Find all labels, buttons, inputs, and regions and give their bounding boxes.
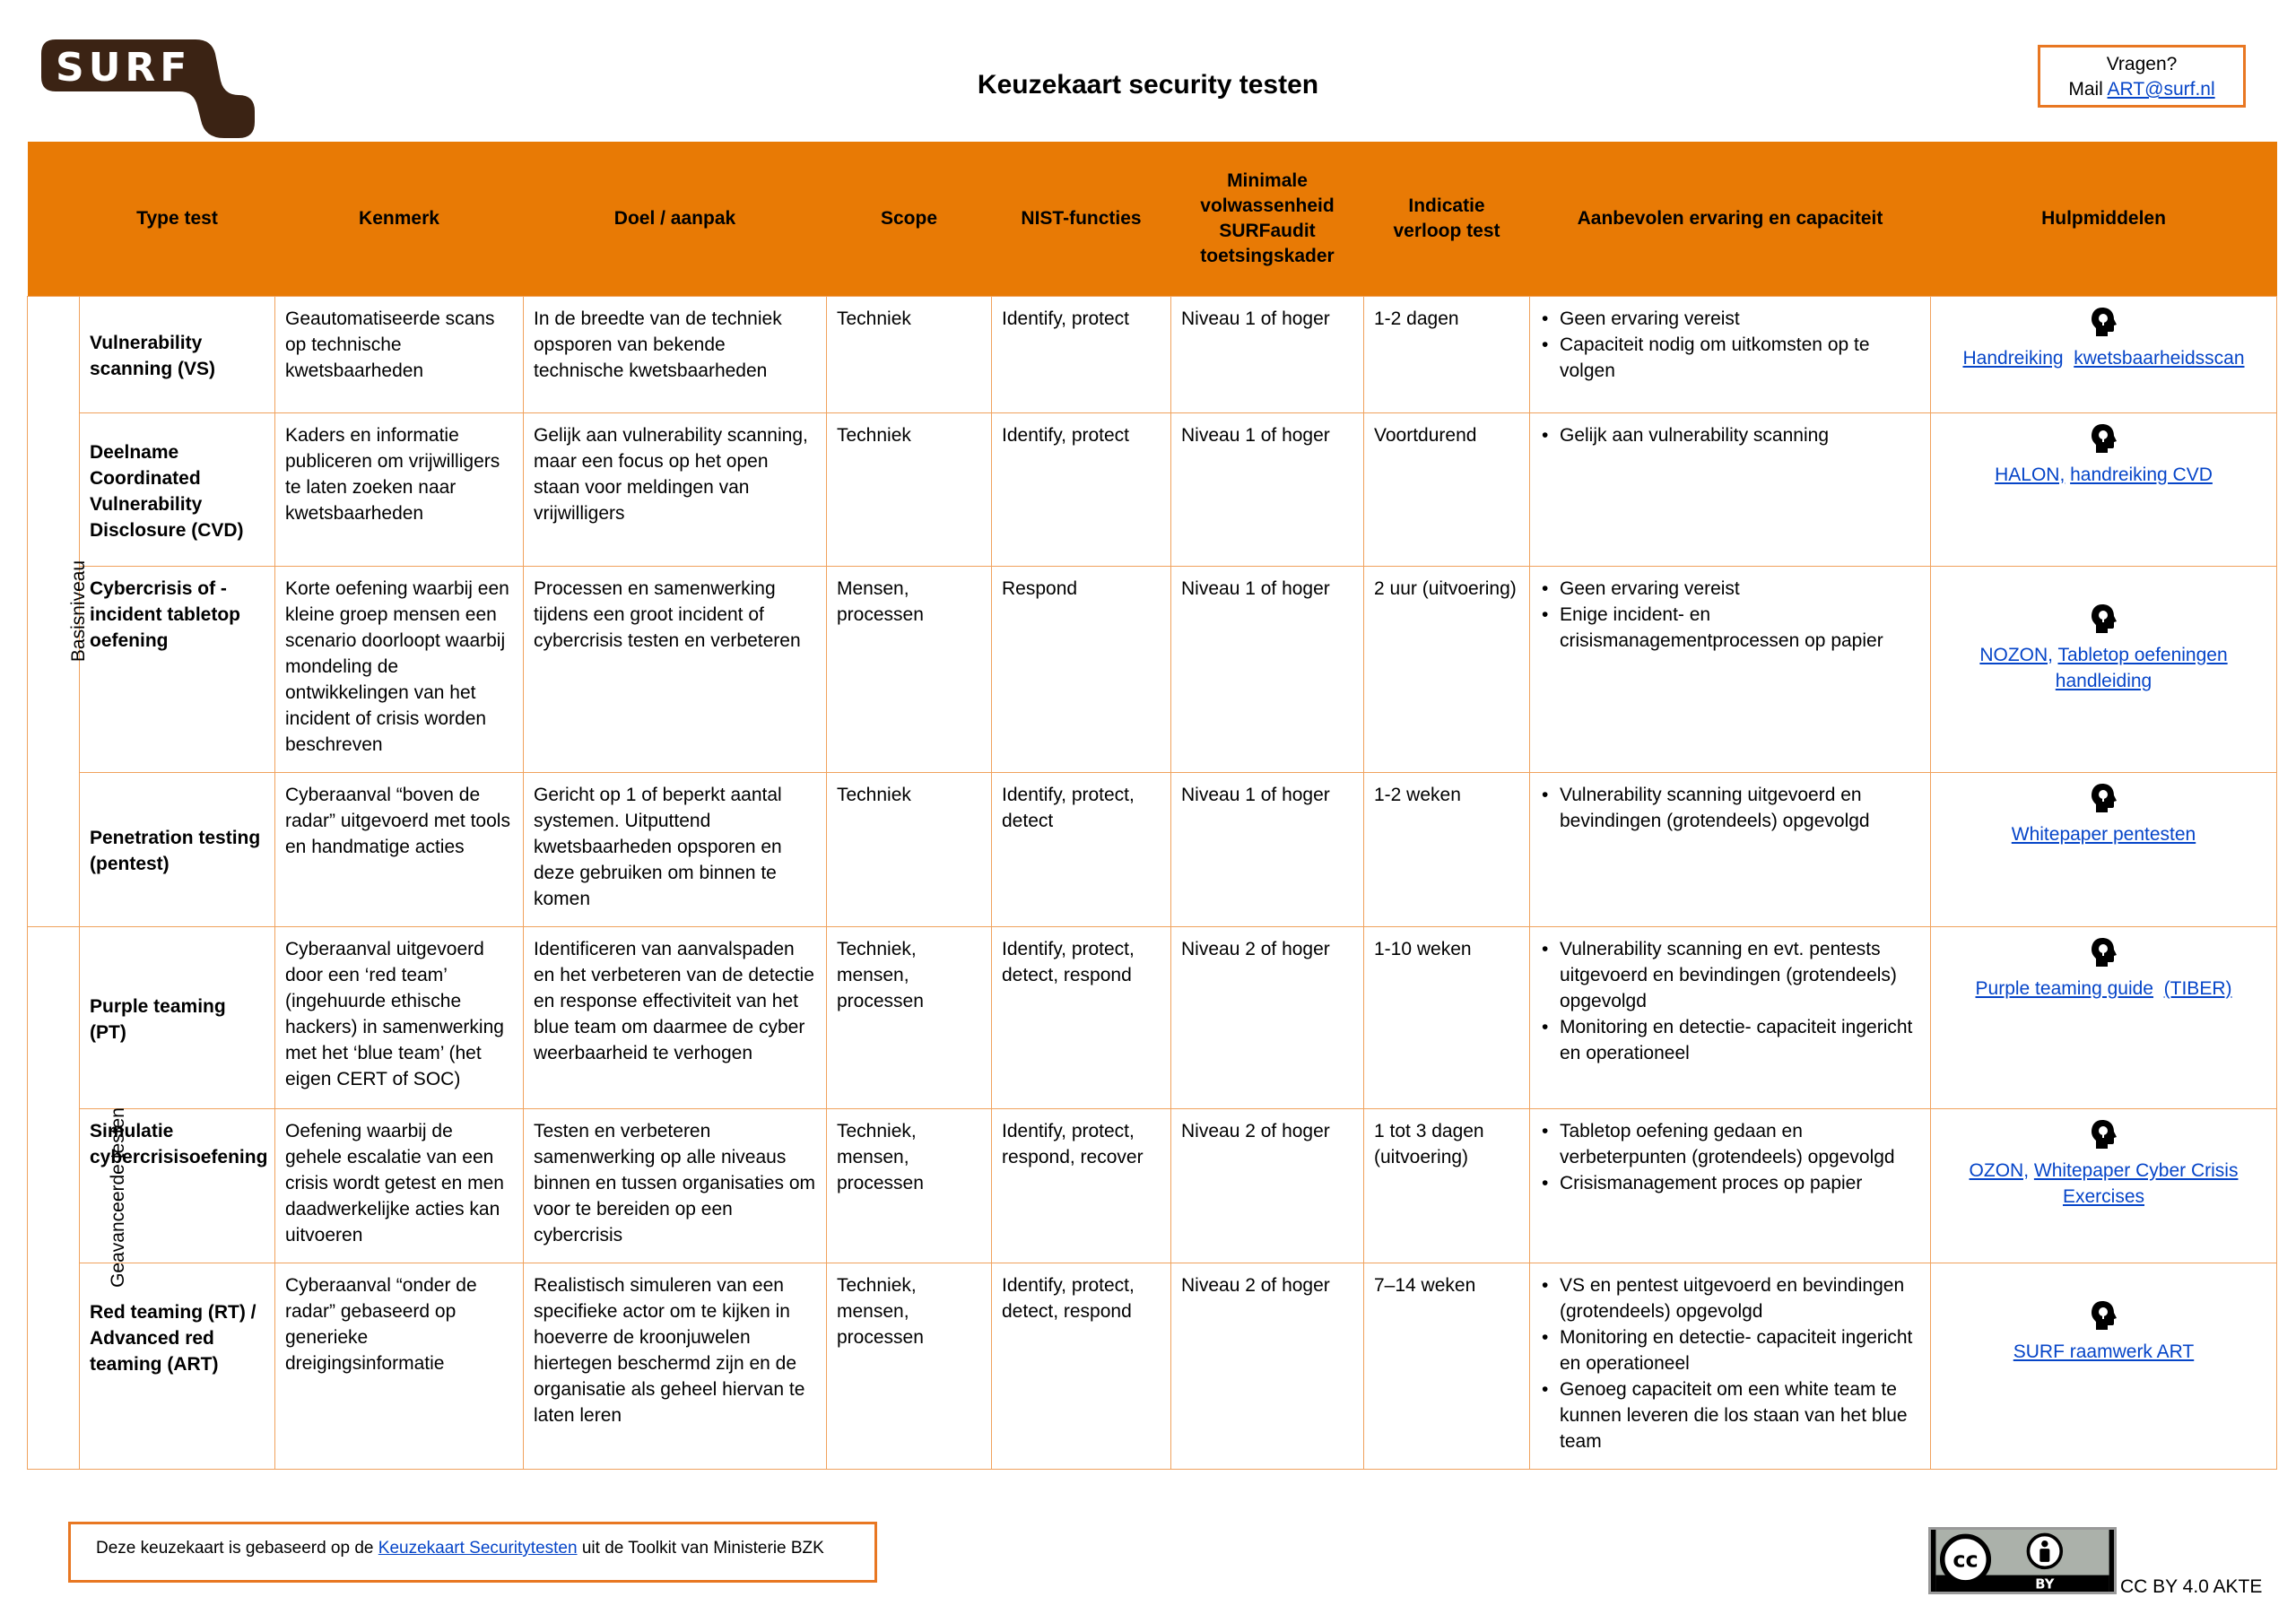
cell-nist: Respond bbox=[992, 566, 1171, 772]
head-lightbulb-icon bbox=[2090, 936, 2118, 968]
tool-link[interactable]: SURF raamwerk ART bbox=[2013, 1341, 2195, 1362]
cell-scope: Mensen, processen bbox=[827, 566, 992, 772]
cell-tools bbox=[1931, 772, 2277, 926]
cell-tools bbox=[1931, 412, 2277, 566]
tool-link[interactable]: Purple teaming guide bbox=[1975, 977, 2153, 999]
head-lightbulb-icon bbox=[2090, 422, 2118, 455]
cell-kenmerk: Oefening waarbij de gehele escalatie van een crisis wordt getest en men daadwerkelijke acties kan uitvoeren bbox=[275, 1108, 524, 1263]
cell-ervaring bbox=[1530, 296, 1931, 412]
cell-doel: Processen en samenwerking tijdens een groot incident of cybercrisis testen en verbeteren bbox=[524, 566, 827, 772]
logo-text: SURF bbox=[56, 45, 192, 91]
cell-nist: Identify, protect, detect bbox=[992, 772, 1171, 926]
tool-link[interactable]: OZON, bbox=[1969, 1159, 2030, 1181]
cell-ervaring bbox=[1530, 566, 1931, 772]
cell-scope: Techniek, mensen, processen bbox=[827, 1108, 992, 1263]
footer-note bbox=[68, 1522, 877, 1583]
cell-verloop: 2 uur (uitvoering) bbox=[1364, 566, 1530, 772]
table-row bbox=[28, 1108, 2277, 1263]
cell-nist: Identify, protect bbox=[992, 296, 1171, 412]
contact-mail-prefix: Mail bbox=[2068, 79, 2103, 100]
cell-tools bbox=[1931, 1108, 2277, 1263]
cell-kenmerk: Cyberaanval uitgevoerd door een ‘red team’ (ingehuurde ethische hackers) in samenwerking met het ‘blue team’ (het eigen CERT of SOC) bbox=[275, 926, 524, 1108]
contact-question: Vragen? bbox=[2106, 54, 2178, 74]
cell-ervaring bbox=[1530, 1263, 1931, 1469]
list-item: • Geen ervaring vereist bbox=[1540, 576, 1920, 602]
list-item: • Crisismanagement proces op papier bbox=[1540, 1170, 1920, 1196]
header-doel: Doel / aanpak bbox=[524, 142, 827, 296]
list-item: • Vulnerability scanning uitgevoerd en bevindingen (grotendeels) opgevolgd bbox=[1540, 782, 1920, 834]
list-item: • Capaciteit nodig om uitkomsten op te volgen bbox=[1540, 332, 1920, 384]
header-verloop: Indicatie verloop test bbox=[1364, 142, 1530, 296]
cell-kenmerk: Geautomatiseerde scans op technische kwetsbaarheden bbox=[275, 296, 524, 412]
cell-verloop: 1-10 weken bbox=[1364, 926, 1530, 1108]
list-item: • Vulnerability scanning en evt. pentests uitgevoerd en bevindingen (grotendeels) opgevolgd bbox=[1540, 936, 1920, 1014]
footer-source-link[interactable]: Keuzekaart Securitytesten bbox=[378, 1539, 578, 1558]
cell-niveau: Niveau 2 of hoger bbox=[1171, 1108, 1364, 1263]
cell-kenmerk: Cyberaanval “onder de radar” gebaseerd op generieke dreigingsinformatie bbox=[275, 1263, 524, 1469]
cc-text: cc bbox=[1952, 1547, 1979, 1573]
tool-link[interactable]: Tabletop oefeningen handleiding bbox=[2055, 644, 2228, 691]
group-label: Geavanceerde testen bbox=[107, 1107, 128, 1288]
page-title: Keuzekaart security testen bbox=[977, 70, 1319, 100]
cell-niveau: Niveau 2 of hoger bbox=[1171, 1263, 1364, 1469]
group-geavanceerd bbox=[28, 926, 128, 1469]
table-row bbox=[28, 926, 2277, 1108]
cell-type: Vulnerability scanning (VS) bbox=[80, 296, 275, 412]
cell-scope: Techniek bbox=[827, 412, 992, 566]
header-group bbox=[28, 142, 80, 296]
cell-tools bbox=[1931, 1263, 2277, 1469]
security-test-matrix bbox=[27, 142, 2277, 1470]
header-hulpmiddelen: Hulpmiddelen bbox=[1931, 142, 2277, 296]
contact-box bbox=[2038, 45, 2246, 108]
cell-ervaring bbox=[1530, 926, 1931, 1108]
cell-scope: Techniek, mensen, processen bbox=[827, 926, 992, 1108]
contact-mail-line bbox=[2040, 77, 2243, 102]
cell-type: Red teaming (RT) / Advanced red teaming (ART) bbox=[80, 1263, 275, 1469]
cell-niveau: Niveau 1 of hoger bbox=[1171, 296, 1364, 412]
cell-verloop: Voortdurend bbox=[1364, 412, 1530, 566]
cell-niveau: Niveau 2 of hoger bbox=[1171, 926, 1364, 1108]
head-lightbulb-icon bbox=[2090, 1118, 2118, 1150]
cell-nist: Identify, protect, respond, recover bbox=[992, 1108, 1171, 1263]
tool-link[interactable]: HALON, bbox=[1995, 464, 2066, 485]
tool-link[interactable]: NOZON, bbox=[1979, 644, 2054, 665]
list-item: • Geen ervaring vereist bbox=[1540, 306, 1920, 332]
license-label: CC BY 4.0 AKTE bbox=[2120, 1576, 2263, 1597]
cell-ervaring bbox=[1530, 1108, 1931, 1263]
cell-kenmerk: Korte oefening waarbij een kleine groep mensen een scenario doorloopt waarbij mondeling de ontwikkelingen van het incident of crisis worden beschreven bbox=[275, 566, 524, 772]
tool-link[interactable]: (TIBER) bbox=[2163, 977, 2232, 999]
cell-doel: Realistisch simuleren van een specifieke actor om te kijken in hoeverre de kroonjuwelen hiertegen beschermd zijn en de organisatie als geheel hiervan te laten leren bbox=[524, 1263, 827, 1469]
cell-kenmerk: Cyberaanval “boven de radar” uitgevoerd met tools en handmatige acties bbox=[275, 772, 524, 926]
cell-tools bbox=[1931, 926, 2277, 1108]
cell-tools bbox=[1931, 566, 2277, 772]
list-item: • VS en pentest uitgevoerd en bevindingen (grotendeels) opgevolgd bbox=[1540, 1272, 1920, 1324]
cell-type: Simulatie cybercrisisoefening bbox=[80, 1108, 275, 1263]
cell-niveau: Niveau 1 of hoger bbox=[1171, 566, 1364, 772]
cell-ervaring bbox=[1530, 412, 1931, 566]
header-ervaring: Aanbevolen ervaring en capaciteit bbox=[1530, 142, 1931, 296]
header-kenmerk: Kenmerk bbox=[275, 142, 524, 296]
cell-scope: Techniek bbox=[827, 296, 992, 412]
tool-link[interactable]: handreiking CVD bbox=[2070, 464, 2213, 485]
cc-by-license-badge bbox=[1928, 1527, 2117, 1594]
cell-niveau: Niveau 1 of hoger bbox=[1171, 412, 1364, 566]
cell-verloop: 7–14 weken bbox=[1364, 1263, 1530, 1469]
header-type-test: Type test bbox=[80, 142, 275, 296]
cell-scope: Techniek, mensen, processen bbox=[827, 1263, 992, 1469]
cell-verloop: 1 tot 3 dagen (uitvoering) bbox=[1364, 1108, 1530, 1263]
header-scope: Scope bbox=[827, 142, 992, 296]
list-item: • Tabletop oefening gedaan en verbeterpunten (grotendeels) opgevolgd bbox=[1540, 1118, 1920, 1170]
cell-niveau: Niveau 1 of hoger bbox=[1171, 772, 1364, 926]
cell-verloop: 1-2 dagen bbox=[1364, 296, 1530, 412]
tool-link[interactable]: Whitepaper Cyber Crisis Exercises bbox=[2033, 1159, 2239, 1207]
cell-doel: Identificeren van aanvalspaden en het verbeteren van de detectie en response effectiviteit van het blue team om daarmee de cyber weerbaarheid te verhogen bbox=[524, 926, 827, 1108]
cell-doel: In de breedte van de techniek opsporen van bekende technische kwetsbaarheden bbox=[524, 296, 827, 412]
cell-scope: Techniek bbox=[827, 772, 992, 926]
head-lightbulb-icon bbox=[2090, 1299, 2118, 1332]
list-item: • Genoeg capaciteit om een white team te kunnen leveren die los staan van het blue team bbox=[1540, 1376, 1920, 1454]
by-text: BY bbox=[2035, 1576, 2055, 1593]
tool-link[interactable]: Handreiking bbox=[1962, 347, 2064, 369]
cell-ervaring bbox=[1530, 772, 1931, 926]
cell-nist: Identify, protect, detect, respond bbox=[992, 926, 1171, 1108]
table-row bbox=[28, 412, 2277, 566]
group-label: Basisniveau bbox=[68, 560, 90, 663]
head-lightbulb-icon bbox=[2090, 306, 2118, 338]
cell-tools bbox=[1931, 296, 2277, 412]
list-item: • Gelijk aan vulnerability scanning bbox=[1540, 422, 1920, 448]
cell-kenmerk: Kaders en informatie publiceren om vrijwilligers te laten zoeken naar kwetsbaarheden bbox=[275, 412, 524, 566]
cell-type: Penetration testing (pentest) bbox=[80, 772, 275, 926]
table-row bbox=[28, 566, 2277, 772]
footer-suffix: uit de Toolkit van Ministerie BZK bbox=[581, 1539, 824, 1558]
list-item: • Enige incident- en crisismanagementprocessen op papier bbox=[1540, 602, 1920, 654]
tool-link[interactable]: Whitepaper pentesten bbox=[2011, 823, 2196, 845]
cell-verloop: 1-2 weken bbox=[1364, 772, 1530, 926]
cell-doel: Gelijk aan vulnerability scanning, maar een focus op het open staan voor meldingen van vrijwilligers bbox=[524, 412, 827, 566]
table-row bbox=[28, 296, 2277, 412]
header-nist: NIST-functies bbox=[992, 142, 1171, 296]
table-row bbox=[28, 772, 2277, 926]
tool-link[interactable]: kwetsbaarheidsscan bbox=[2074, 347, 2245, 369]
cell-doel: Testen en verbeteren samenwerking op alle niveaus binnen en tussen organisaties om voor te bereiden op een cybercrisis bbox=[524, 1108, 827, 1263]
head-lightbulb-icon bbox=[2090, 782, 2118, 814]
cell-type: Cybercrisis of -incident tabletop oefening bbox=[80, 566, 275, 772]
header-row bbox=[28, 142, 2277, 296]
footer-prefix: Deze keuzekaart is gebaseerd op de bbox=[96, 1539, 374, 1558]
head-lightbulb-icon bbox=[2090, 603, 2118, 635]
table-row bbox=[28, 1263, 2277, 1469]
list-item: • Monitoring en detectie- capaciteit ingericht en operationeel bbox=[1540, 1324, 1920, 1376]
cell-nist: Identify, protect bbox=[992, 412, 1171, 566]
contact-email-link[interactable]: ART@surf.nl bbox=[2107, 79, 2215, 100]
header-volwassenheid: Minimale volwassenheid SURFaudit toetsingskader bbox=[1171, 142, 1364, 296]
list-item: • Monitoring en detectie- capaciteit ingericht en operationeel bbox=[1540, 1014, 1920, 1066]
group-basisniveau bbox=[28, 296, 90, 926]
cell-type: Deelname Coordinated Vulnerability Disclosure (CVD) bbox=[80, 412, 275, 566]
cell-nist: Identify, protect, detect, respond bbox=[992, 1263, 1171, 1469]
cell-doel: Gericht op 1 of beperkt aantal systemen. Uitputtend kwetsbaarheden opsporen en deze gebruiken om binnen te komen bbox=[524, 772, 827, 926]
cell-type: Purple teaming (PT) bbox=[80, 926, 275, 1108]
